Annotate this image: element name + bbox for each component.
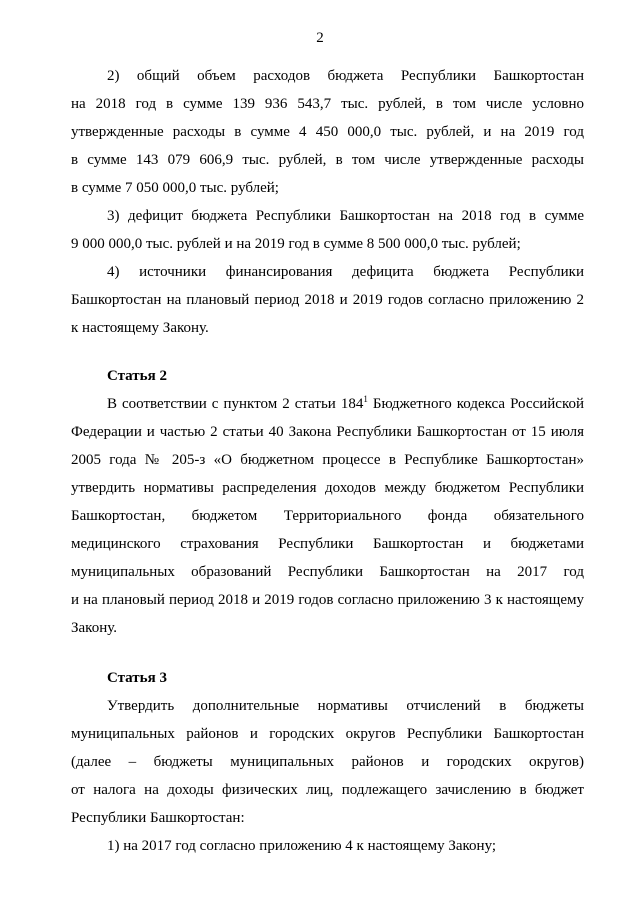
paragraph-total-expenditure (71, 62, 584, 202)
text-line: Башкортостан на плановый период 2018 и 2019 годов согласно приложению 2 (71, 292, 584, 308)
text-line: муниципальных районов и городских округов Республики Башкортостан (71, 726, 584, 742)
text-line: муниципальных образований Республики Башкортостан на 2017 год (71, 564, 584, 580)
text-line: в сумме 7 050 000,0 тыс. рублей; (71, 180, 279, 196)
text-line: Закону. (71, 620, 117, 636)
text-line: 2005 года № 205-з «О бюджетном процессе в Республике Башкортостан» (71, 452, 584, 468)
text-line: Республики Башкортостан: (71, 810, 245, 826)
text-line: 2) общий объем расходов бюджета Республики Башкортостан (107, 68, 584, 84)
text-line: от налога на доходы физических лиц, подлежащего зачислению в бюджет (71, 782, 584, 798)
article-3-text (71, 692, 584, 860)
text-line: 9 000 000,0 тыс. рублей и на 2019 год в сумме 8 500 000,0 тыс. рублей; (71, 236, 521, 252)
text-line: утвержденные расходы в сумме 4 450 000,0 тыс. рублей, и на 2019 год (71, 124, 584, 140)
text-line: в сумме 143 079 606,9 тыс. рублей, в том числе утвержденные расходы (71, 152, 584, 168)
text-line: Башкортостан, бюджетом Территориального фонда обязательного (71, 508, 584, 524)
list-item: 1) на 2017 год согласно приложению 4 к настоящему Закону; (107, 838, 497, 854)
text-line: утвердить нормативы распределения доходов между бюджетом Республики (71, 480, 584, 496)
text-line: к настоящему Закону. (71, 320, 209, 336)
text-line: на 2018 год в сумме 139 936 543,7 тыс. рублей, в том числе условно (71, 96, 584, 112)
text-line: 4) источники финансирования дефицита бюджета Республики (107, 264, 584, 280)
text-line: 3) дефицит бюджета Республики Башкортостан на 2018 год в сумме (107, 208, 584, 224)
paragraph-deficit (71, 202, 584, 258)
text-run: В соответствии с пунктом 2 статьи 184 (107, 396, 364, 412)
text-line: медицинского страхования Республики Башкортостан и бюджетами (71, 536, 584, 552)
text-line (71, 390, 584, 418)
text-run: Бюджетного кодекса Российской (367, 396, 585, 412)
article-3-heading: Статья 3 (107, 670, 167, 686)
article-2-text (71, 390, 584, 642)
text-line: Федерации и частью 2 статьи 40 Закона Республики Башкортостан от 15 июля (71, 424, 584, 440)
page-number: 2 (316, 30, 324, 46)
document-body (71, 62, 584, 860)
article-2-heading: Статья 2 (107, 368, 167, 384)
text-line: и на плановый период 2018 и 2019 годов согласно приложению 3 к настоящему (71, 592, 584, 608)
text-line: Утвердить дополнительные нормативы отчислений в бюджеты (107, 698, 584, 714)
paragraph-financing-sources (71, 258, 584, 342)
superscript: 1 (363, 394, 368, 404)
text-line: (далее – бюджеты муниципальных районов и городских округов) (71, 754, 584, 770)
